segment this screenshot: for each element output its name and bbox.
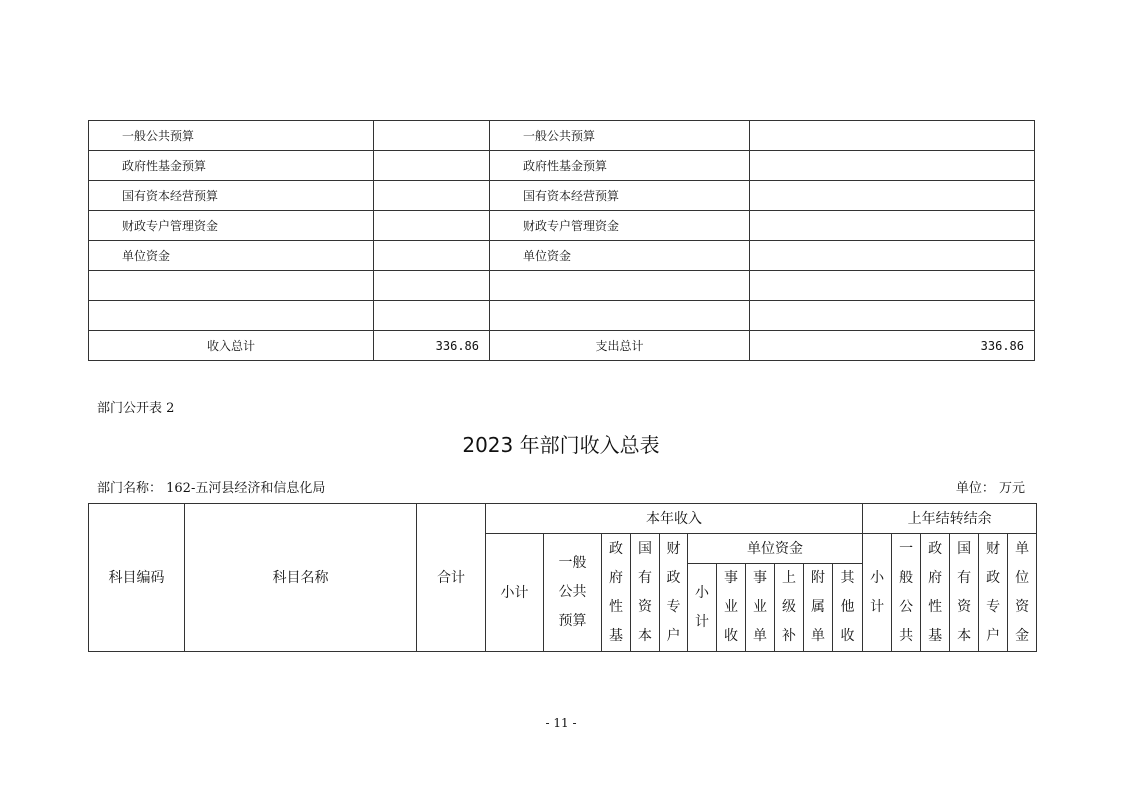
income-item-label: 国有资本经营预算 xyxy=(89,181,374,211)
totals-row xyxy=(89,331,1035,361)
empty-cell xyxy=(89,271,374,301)
header-char: 附 xyxy=(811,570,825,586)
total-expense-value: 336.86 xyxy=(750,331,1035,361)
page-title: 2023 年部门收入总表 xyxy=(462,433,660,457)
header-gov-fund xyxy=(602,534,631,652)
income-item-label: 政府性基金预算 xyxy=(89,151,374,181)
income-item-value xyxy=(374,241,490,271)
header-char: 政 xyxy=(609,540,623,557)
total-income-value: 336.86 xyxy=(374,331,490,361)
header-char: 资 xyxy=(957,598,972,615)
header-upper-subsidy xyxy=(775,564,804,652)
header-char: 事 xyxy=(724,570,738,586)
header-char: 国 xyxy=(638,540,652,557)
department-label: 部门名称： 162-五河县经济和信息化局 xyxy=(97,481,326,496)
header-char: 计 xyxy=(695,613,709,630)
header-char: 其 xyxy=(840,570,855,586)
header-state-capital xyxy=(631,534,660,652)
empty-cell xyxy=(374,301,490,331)
header-char: 政 xyxy=(928,540,943,557)
header-char: 补 xyxy=(782,628,796,644)
header-char: 户 xyxy=(986,627,1001,644)
header-char: 本 xyxy=(957,627,972,644)
header-char: 国 xyxy=(957,540,972,557)
header-char: 金 xyxy=(1015,627,1030,644)
expense-item-value xyxy=(750,241,1035,271)
header-char: 计 xyxy=(870,598,885,615)
header-char: 收 xyxy=(724,628,738,644)
header-total: 合计 xyxy=(417,504,486,652)
empty-cell xyxy=(490,301,750,331)
header-unit-subtotal xyxy=(688,564,717,652)
header-char: 业 xyxy=(753,599,767,615)
header-char: 位 xyxy=(1015,569,1030,586)
header-char: 资 xyxy=(1015,598,1030,615)
header-code: 科目编码 xyxy=(89,504,185,652)
total-income-label: 收入总计 xyxy=(89,331,374,361)
header-char: 政 xyxy=(666,569,681,586)
header-carry-gov-fund xyxy=(921,534,950,652)
table-row xyxy=(89,151,1035,181)
table-row xyxy=(89,211,1035,241)
table-row xyxy=(89,241,1035,271)
header-char: 财 xyxy=(666,540,681,557)
header-char: 公 xyxy=(899,598,914,615)
header-carry-state-capital xyxy=(950,534,979,652)
header-char: 府 xyxy=(609,569,623,586)
header-char: 专 xyxy=(666,598,681,615)
header-current-year: 本年收入 xyxy=(486,504,863,534)
header-char: 事 xyxy=(753,570,767,586)
header-carry-special xyxy=(979,534,1008,652)
income-item-value xyxy=(374,181,490,211)
header-other-income xyxy=(833,564,863,652)
header-char: 一 xyxy=(899,540,914,557)
header-char: 财 xyxy=(986,540,1001,557)
expense-item-value xyxy=(750,211,1035,241)
header-char: 有 xyxy=(957,569,972,586)
table-row xyxy=(89,181,1035,211)
header-carryover: 上年结转结余 xyxy=(863,504,1037,534)
header-char: 本 xyxy=(638,627,652,644)
empty-cell xyxy=(490,271,750,301)
header-char: 有 xyxy=(638,569,652,586)
table-row xyxy=(89,121,1035,151)
header-char: 单 xyxy=(753,628,767,644)
table-tag: 部门公开表 2 xyxy=(97,401,175,416)
unit-label: 单位： 万元 xyxy=(955,481,1025,496)
header-char: 般 xyxy=(899,569,914,586)
header-subtotal: 小计 xyxy=(486,534,544,652)
header-char: 小 xyxy=(870,569,885,586)
expense-item-value xyxy=(750,181,1035,211)
empty-row xyxy=(89,301,1035,331)
header-char: 公共 xyxy=(558,584,587,600)
header-char: 专 xyxy=(986,598,1001,615)
header-char: 共 xyxy=(899,627,914,644)
header-char: 一般 xyxy=(558,555,587,571)
total-expense-label: 支出总计 xyxy=(490,331,750,361)
header-carry-subtotal xyxy=(863,534,892,652)
income-item-value xyxy=(374,151,490,181)
header-char: 性 xyxy=(609,598,623,615)
header-unit-funds: 单位资金 xyxy=(688,534,863,564)
header-name: 科目名称 xyxy=(185,504,417,652)
header-char: 户 xyxy=(666,627,681,644)
income-expense-summary-table xyxy=(88,120,1035,361)
header-char: 性 xyxy=(928,598,943,615)
empty-row xyxy=(89,271,1035,301)
income-item-value xyxy=(374,121,490,151)
header-special-account xyxy=(660,534,688,652)
income-item-label: 单位资金 xyxy=(89,241,374,271)
header-biz-unit xyxy=(746,564,775,652)
department-income-table xyxy=(88,503,1037,652)
header-char: 业 xyxy=(724,599,738,615)
empty-cell xyxy=(750,301,1035,331)
header-affiliated xyxy=(804,564,833,652)
page-number: - 11 - xyxy=(545,716,577,730)
empty-cell xyxy=(374,271,490,301)
empty-cell xyxy=(89,301,374,331)
expense-item-label: 单位资金 xyxy=(490,241,750,271)
header-char: 他 xyxy=(840,599,855,615)
header-char: 府 xyxy=(928,569,943,586)
header-char: 预算 xyxy=(558,613,587,629)
header-char: 政 xyxy=(986,569,1001,586)
expense-item-value xyxy=(750,121,1035,151)
header-char: 上 xyxy=(782,570,796,586)
header-char: 基 xyxy=(928,627,943,644)
header-char: 小 xyxy=(695,584,709,601)
income-item-label: 一般公共预算 xyxy=(89,121,374,151)
header-char: 单 xyxy=(1015,540,1030,557)
empty-cell xyxy=(750,271,1035,301)
expense-item-label: 国有资本经营预算 xyxy=(490,181,750,211)
header-char: 收 xyxy=(840,628,855,644)
income-item-label: 财政专户管理资金 xyxy=(89,211,374,241)
expense-item-label: 政府性基金预算 xyxy=(490,151,750,181)
header-char: 单 xyxy=(811,628,825,644)
expense-item-label: 一般公共预算 xyxy=(490,121,750,151)
header-carry-unit xyxy=(1008,534,1037,652)
expense-item-value xyxy=(750,151,1035,181)
header-char: 级 xyxy=(782,599,796,615)
header-biz-income xyxy=(717,564,746,652)
header-general-budget xyxy=(544,534,602,652)
expense-item-label: 财政专户管理资金 xyxy=(490,211,750,241)
header-carry-general xyxy=(892,534,921,652)
header-char: 基 xyxy=(609,627,623,644)
income-item-value xyxy=(374,211,490,241)
header-char: 属 xyxy=(811,599,825,615)
header-char: 资 xyxy=(638,598,652,615)
